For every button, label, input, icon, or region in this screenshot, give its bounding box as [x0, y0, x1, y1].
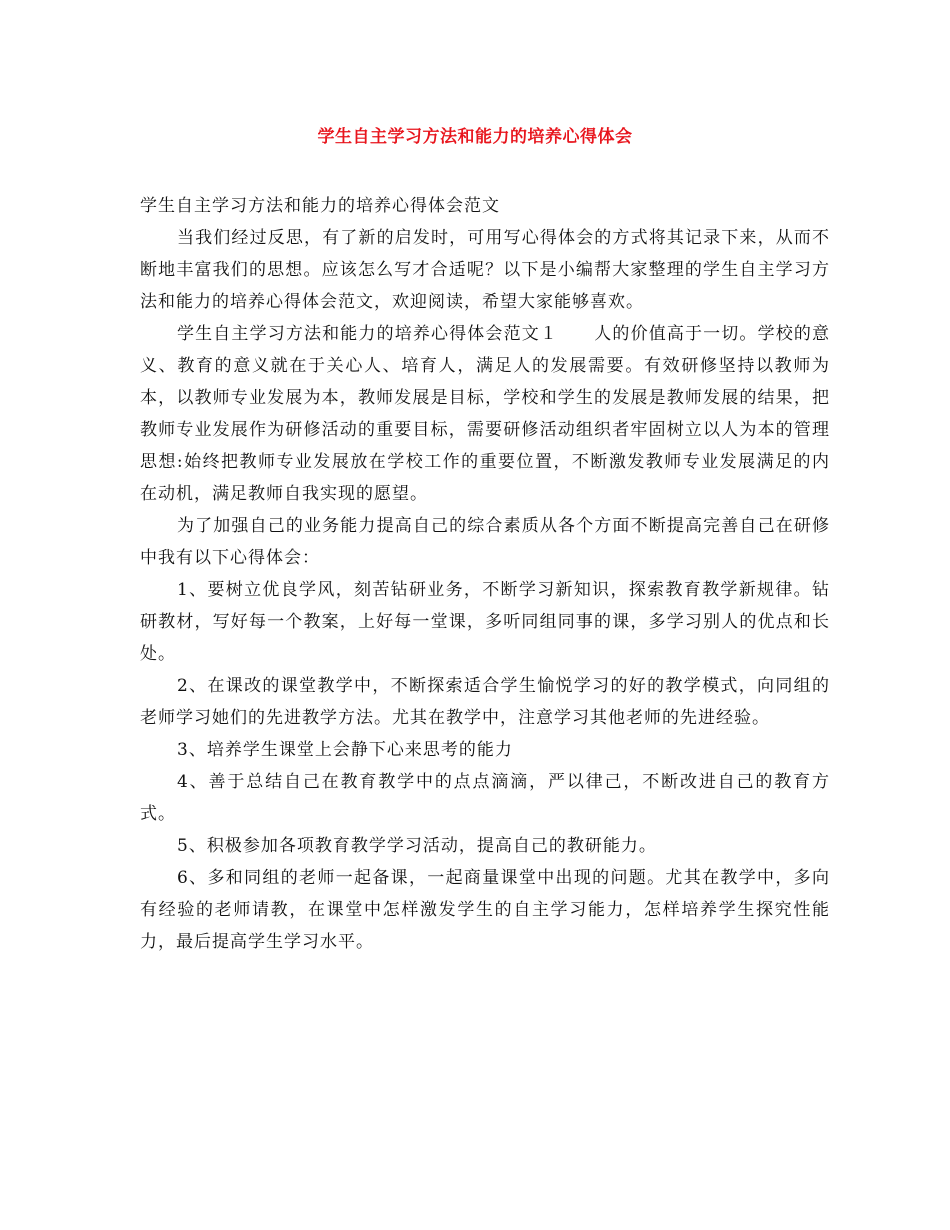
document-title: 学生自主学习方法和能力的培养心得体会 — [317, 127, 633, 147]
subtitle-paragraph: 学生自主学习方法和能力的培养心得体会范文 — [140, 196, 500, 216]
list-item-3: 3、培养学生课堂上会静下心来思考的能力 — [177, 740, 513, 760]
essay-paragraph-1: 学生自主学习方法和能力的培养心得体会范文１ 人的价值高于一切。学校的意义、教育的意义就在于关心人、培育人，满足人的发展需要。有效研修坚持以教师为本，以教师专业发展为本，教师发展是目标，学校和学生的发展是教师发展的结果，把教师专业发展作为研修活动的重要目标，需要研修活动组织者牢固树立以人为本的管理思想:始终把教师专业发展放在学校工作的重要位置，不断激发教师专业发展满足的内在动机，满足教师自我实现的愿望。 — [140, 324, 830, 504]
intro-paragraph: 当我们经过反思，有了新的启发时，可用写心得体会的方式将其记录下来，从而不断地丰富我们的思想。应该怎么写才合适呢？以下是小编帮大家整理的学生自主学习方法和能力的培养心得体会范文，欢迎阅读，希望大家能够喜欢。 — [140, 228, 830, 312]
list-item-6: 6、多和同组的老师一起备课，一起商量课堂中出现的问题。尤其在教学中，多向有经验的老师请教，在课堂中怎样激发学生的自主学习能力，怎样培养学生探究性能力，最后提高学生学习水平。 — [140, 868, 830, 952]
list-item-2: 2、在课改的课堂教学中，不断探索适合学生愉悦学习的好的教学模式，向同组的老师学习她们的先进教学方法。尤其在教学中，注意学习其他老师的先进经验。 — [140, 676, 830, 728]
document-body — [140, 190, 830, 958]
list-item-1: 1、要树立优良学风，刻苦钻研业务，不断学习新知识，探索教育教学新规律。钻研教材，写好每一个教案，上好每一堂课，多听同组同事的课，多学习别人的优点和长处。 — [140, 580, 830, 664]
list-item-5: 5、积极参加各项教育教学学习活动，提高自己的教研能力。 — [177, 836, 657, 856]
list-item-4: 4、善于总结自己在教育教学中的点点滴滴，严以律己，不断改进自己的教育方式。 — [140, 772, 830, 824]
essay-paragraph-2: 为了加强自己的业务能力提高自己的综合素质从各个方面不断提高完善自己在研修中我有以下心得体会： — [140, 516, 830, 568]
